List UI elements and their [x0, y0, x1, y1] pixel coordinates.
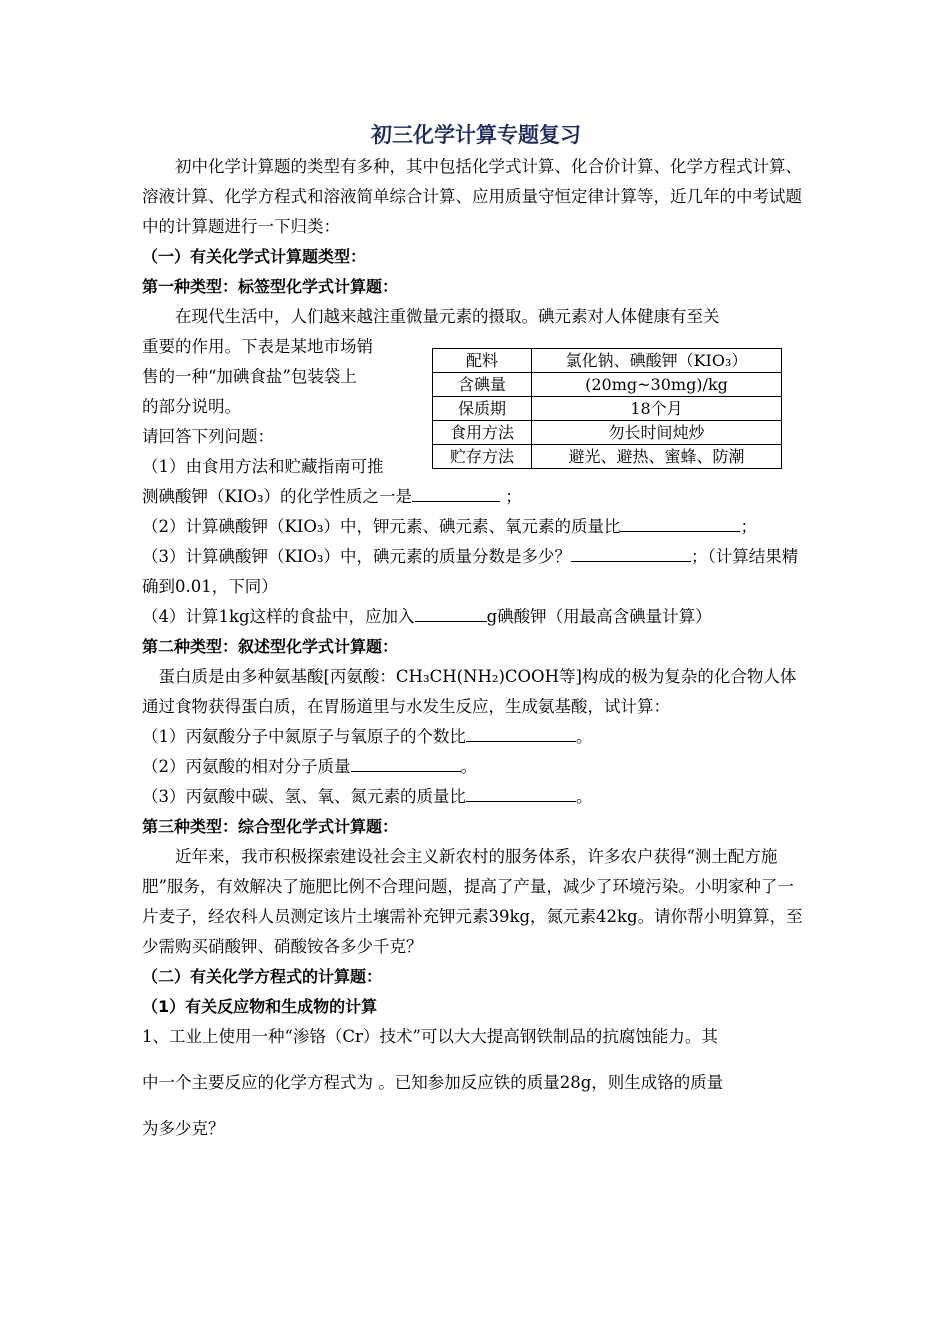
- type1-question-1: 测碘酸钾（KIO₃）的化学性质之一是 ；: [142, 482, 810, 512]
- type1-heading: 第一种类型：标签型化学式计算题：: [142, 277, 399, 296]
- section-heading-2: （二）有关化学方程式的计算题：: [142, 967, 383, 986]
- wrap-line: 重要的作用。下表是某地市场销: [142, 337, 373, 356]
- answer-blank[interactable]: [620, 513, 740, 532]
- table-row: [433, 445, 782, 469]
- table-row: [433, 397, 782, 421]
- type2-question-2: （2）丙氨酸的相对分子质量 。: [142, 752, 810, 782]
- wrap-line: （1）由食用方法和贮藏指南可推: [142, 457, 384, 476]
- salt-label-table: [432, 348, 782, 469]
- type2-question-3: （3）丙氨酸中碳、氢、氧、氮元素的质量比 。: [142, 782, 810, 812]
- table-key: 食用方法: [433, 421, 532, 445]
- answer-blank[interactable]: [415, 603, 487, 622]
- table-key: 保质期: [433, 397, 532, 421]
- table-value: 氯化钠、碘酸钾（KIO₃）: [532, 349, 782, 373]
- type2-heading: 第二种类型：叙述型化学式计算题：: [142, 637, 399, 656]
- section-heading-1: （一）有关化学式计算题类型：: [142, 247, 367, 266]
- type1-wrap-text: [142, 332, 427, 482]
- type1-question-2: （2）计算碘酸钾（KIO₃）中，钾元素、碘元素、氧元素的质量比 ；: [142, 512, 810, 542]
- table-value: 18个月: [532, 397, 782, 421]
- type1-wrap-zone: [142, 332, 810, 482]
- table-key: 贮存方法: [433, 445, 532, 469]
- type1-paragraph-line: 在现代生活中，人们越来越注重微量元素的摄取。碘元素对人体健康有至关: [175, 307, 720, 326]
- type2-paragraph: 蛋白质是由多种氨基酸[丙氨酸：CH₃CH(NH₂)COOH等]构成的极为复杂的化合物人体通过食物获得蛋白质，在胃肠道里与水发生反应，生成氨基酸，试计算：: [142, 667, 797, 716]
- table-row: [433, 373, 782, 397]
- problem1-line: 为多少克？: [142, 1119, 225, 1138]
- table-row: [433, 349, 782, 373]
- intro-paragraph: 初中化学计算题的类型有多种，其中包括化学式计算、化合价计算、化学方程式计算、溶液计算、化学方程式和溶液简单综合计算、应用质量守恒定律计算等，近几年的中考试题中的计算题进行一下归类：: [142, 157, 802, 236]
- table-value: 勿长时间炖炒: [532, 421, 782, 445]
- problem1-line: 中一个主要反应的化学方程式为 。已知参加反应铁的质量28g，则生成铬的质量: [142, 1073, 724, 1092]
- wrap-line: 请回答下列问题：: [142, 427, 274, 446]
- subsection-heading-1: （1）有关反应物和生成物的计算: [142, 997, 378, 1016]
- table-key: 含碘量: [433, 373, 532, 397]
- table-key: 配料: [433, 349, 532, 373]
- wrap-line: 售的一种“加碘食盐”包装袋上: [142, 367, 357, 386]
- table-row: [433, 421, 782, 445]
- answer-blank[interactable]: [571, 543, 691, 562]
- problem1-line: 1、工业上使用一种“渗铬（Cr）技术”可以大大提高钢铁制品的抗腐蚀能力。其: [142, 1027, 718, 1046]
- answer-blank[interactable]: [466, 783, 576, 802]
- type3-heading: 第三种类型：综合型化学式计算题：: [142, 817, 399, 836]
- page-title: 初三化学计算专题复习: [371, 123, 581, 147]
- answer-blank[interactable]: [466, 723, 576, 742]
- type1-question-3: （3）计算碘酸钾（KIO₃）中，碘元素的质量分数是多少？ ；（计算结果精确到0.01，下同）: [142, 542, 810, 602]
- table-value: 避光、避热、蜜蜂、防潮: [532, 445, 782, 469]
- type1-question-4: （4）计算1kg这样的食盐中，应加入 g碘酸钾（用最高含碘量计算）: [142, 602, 810, 632]
- table-value: (20mg~30mg)/kg: [532, 373, 782, 397]
- type3-paragraph: 近年来，我市积极探索建设社会主义新农村的服务体系，许多农户获得“测土配方施肥”服务，有效解决了施肥比例不合理问题，提高了产量，减少了环境污染。小明家种了一片麦子，经农科人员测定该片土壤需补充钾元素39kg，氮元素42kg。请你帮小明算算，至少需购买硝酸钾、硝酸铵各多少千克？: [142, 847, 803, 956]
- wrap-line: 的部分说明。: [142, 397, 241, 416]
- answer-blank[interactable]: [412, 483, 500, 502]
- document-page: [142, 118, 810, 1144]
- type2-question-1: （1）丙氨酸分子中氮原子与氧原子的个数比 。: [142, 722, 810, 752]
- answer-blank[interactable]: [351, 753, 461, 772]
